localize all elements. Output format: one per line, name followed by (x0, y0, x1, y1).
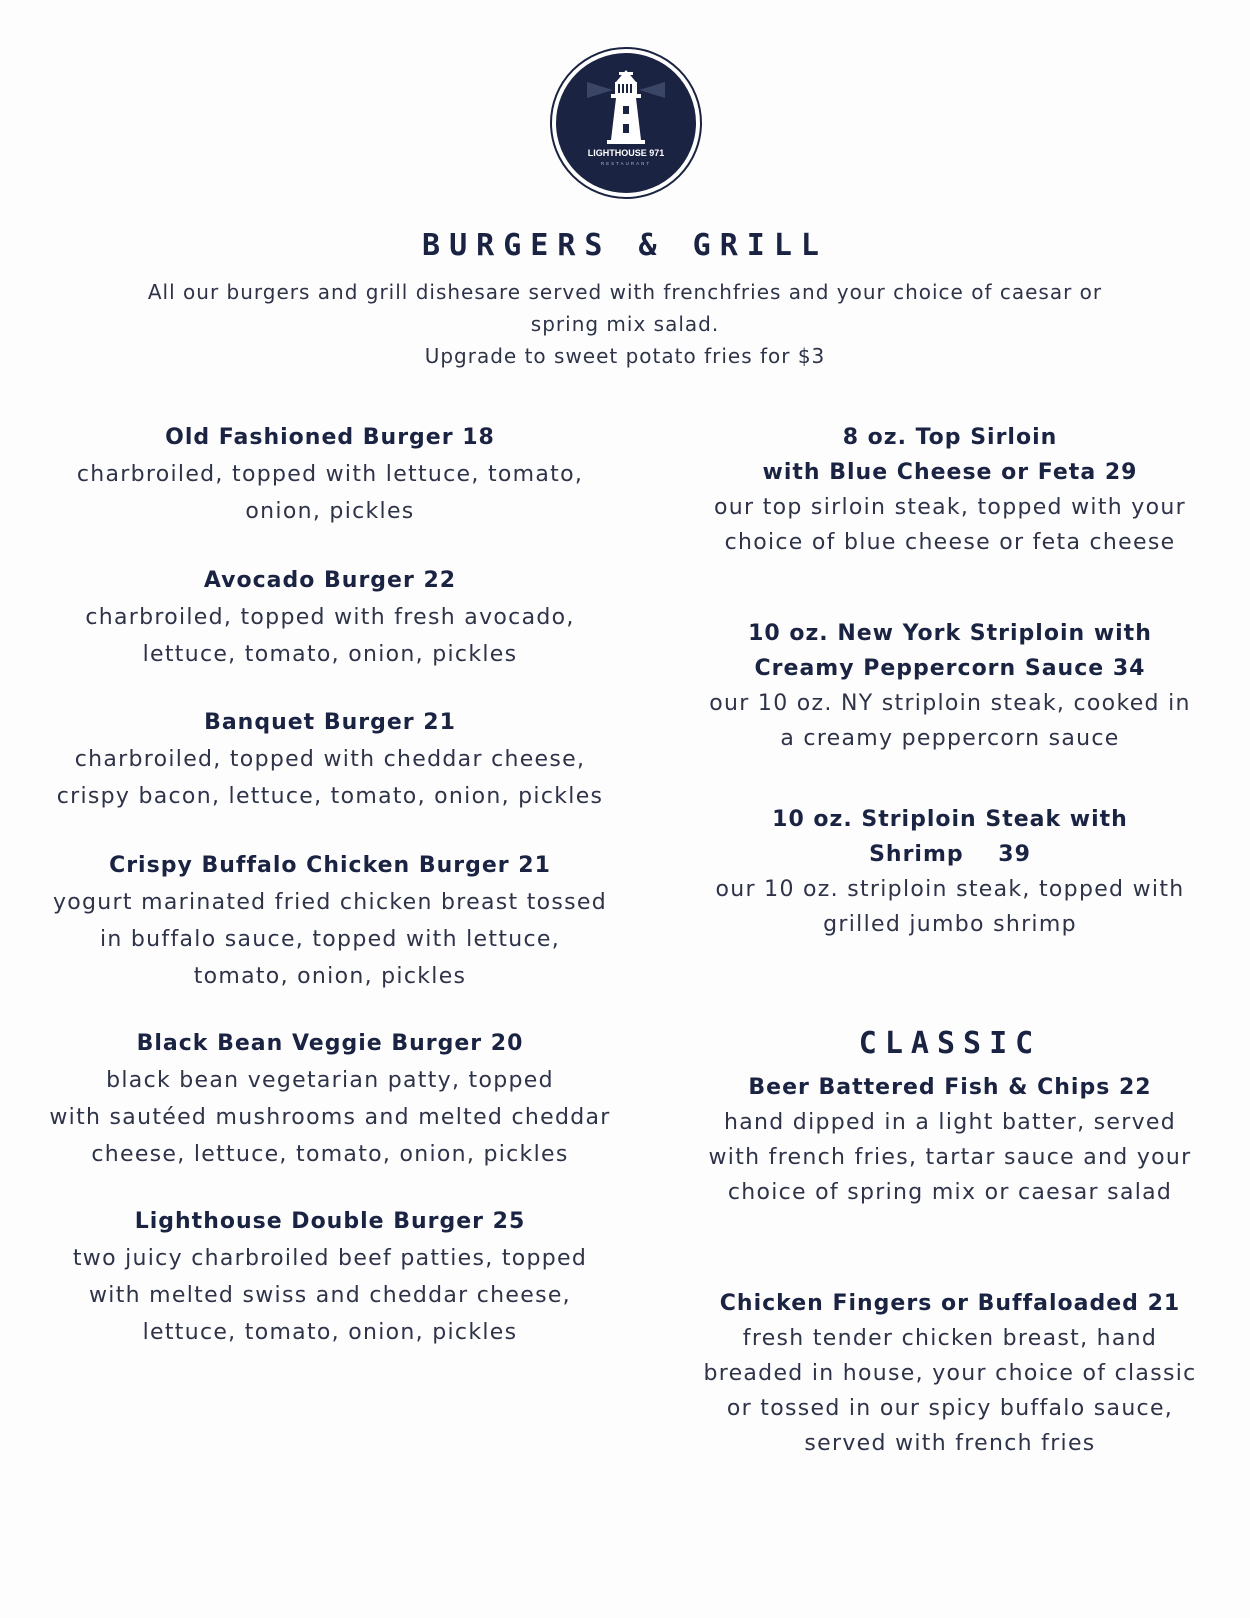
menu-item-name: 10 oz. Striploin Steak with (772, 807, 1128, 832)
menu-item-desc: onion, pickles (245, 499, 415, 524)
menu-item-name: Chicken Fingers or Buffaloaded 21 (719, 1291, 1181, 1316)
menu-item-desc: black bean vegetarian patty, topped (106, 1068, 554, 1093)
menu-item-name: Beer Battered Fish & Chips 22 (748, 1075, 1152, 1100)
menu-item-desc: our 10 oz. NY striploin steak, cooked in (709, 691, 1191, 716)
menu-item-desc: hand dipped in a light batter, served (723, 1110, 1177, 1135)
menu-item-desc: tomato, onion, pickles (193, 964, 467, 989)
menu-item-name: Black Bean Veggie Burger 20 (136, 1031, 524, 1056)
right-menu-column (690, 0, 1210, 1618)
menu-item (40, 1204, 620, 1351)
menu-item-desc: choice of spring mix or caesar salad (727, 1180, 1173, 1205)
menu-item-desc: with french fries, tartar sauce and your (708, 1145, 1192, 1170)
menu-item-desc: breaded in house, your choice of classic (703, 1361, 1197, 1386)
menu-item-desc: our 10 oz. striploin steak, topped with (715, 877, 1185, 902)
menu-item-desc: our top sirloin steak, topped with your (714, 495, 1186, 520)
menu-item-name: Crispy Buffalo Chicken Burger 21 (109, 853, 551, 878)
intro-line: Upgrade to sweet potato fries for $3 (424, 344, 826, 368)
menu-item (690, 420, 1210, 560)
logo-subtext: RESTAURANT (600, 161, 652, 166)
menu-item-desc: or tossed in our spicy buffalo sauce, (726, 1396, 1174, 1421)
menu-item-desc: with sautéed mushrooms and melted cheddar (49, 1105, 611, 1130)
menu-item-name: Creamy Peppercorn Sauce 34 (754, 656, 1146, 681)
menu-item-desc: fresh tender chicken breast, hand (742, 1326, 1158, 1351)
menu-item-name: Avocado Burger 22 (203, 568, 457, 593)
menu-item-name: 10 oz. New York Striploin with (748, 621, 1152, 646)
menu-item-name: Old Fashioned Burger 18 (165, 425, 495, 450)
menu-item-desc: cheese, lettuce, tomato, onion, pickles (91, 1142, 569, 1167)
menu-item (40, 420, 620, 530)
classic-heading: CLASSIC (858, 1026, 1042, 1061)
menu-item (690, 616, 1210, 756)
menu-item-desc: grilled jumbo shrimp (823, 912, 1077, 937)
menu-item-desc: charbroiled, topped with cheddar cheese, (74, 747, 586, 772)
menu-item (690, 1070, 1210, 1210)
intro-line: All our burgers and grill dishesare served with frenchfries and your choice of caesar or (147, 280, 1103, 304)
menu-item-desc: two juicy charbroiled beef patties, topped (72, 1246, 588, 1271)
menu-item (40, 705, 620, 815)
menu-item-name: with Blue Cheese or Feta 29 (762, 460, 1138, 485)
logo-text: LIGHTHOUSE 971 (587, 148, 665, 158)
menu-item-desc: a creamy peppercorn sauce (780, 726, 1120, 751)
menu-item-desc: in buffalo sauce, topped with lettuce, (99, 927, 561, 952)
menu-item-name: Banquet Burger 21 (204, 710, 456, 735)
menu-item-name: Shrimp 39 (869, 842, 1031, 867)
menu-item-desc: lettuce, tomato, onion, pickles (142, 1320, 518, 1345)
menu-item-desc: lettuce, tomato, onion, pickles (142, 642, 518, 667)
menu-item-desc: charbroiled, topped with lettuce, tomato, (76, 462, 584, 487)
menu-item (690, 1286, 1210, 1461)
menu-item-desc: served with french fries (804, 1431, 1096, 1456)
menu-item-desc: yogurt marinated fried chicken breast tossed (52, 890, 608, 915)
menu-item-name: 8 oz. Top Sirloin (842, 425, 1058, 450)
intro-line: spring mix salad. (530, 312, 720, 336)
menu-item-desc: choice of blue cheese or feta cheese (724, 530, 1176, 555)
left-menu-column (40, 0, 620, 1618)
menu-item-desc: charbroiled, topped with fresh avocado, (85, 605, 575, 630)
menu-item-name: Lighthouse Double Burger 25 (134, 1209, 526, 1234)
menu-item (40, 848, 620, 995)
menu-item (40, 1026, 620, 1173)
menu-item (690, 802, 1210, 942)
menu-item (40, 563, 620, 673)
menu-item-desc: with melted swiss and cheddar cheese, (89, 1283, 571, 1308)
section-title: BURGERS & GRILL (422, 228, 828, 263)
menu-item-desc: crispy bacon, lettuce, tomato, onion, pickles (56, 784, 604, 809)
